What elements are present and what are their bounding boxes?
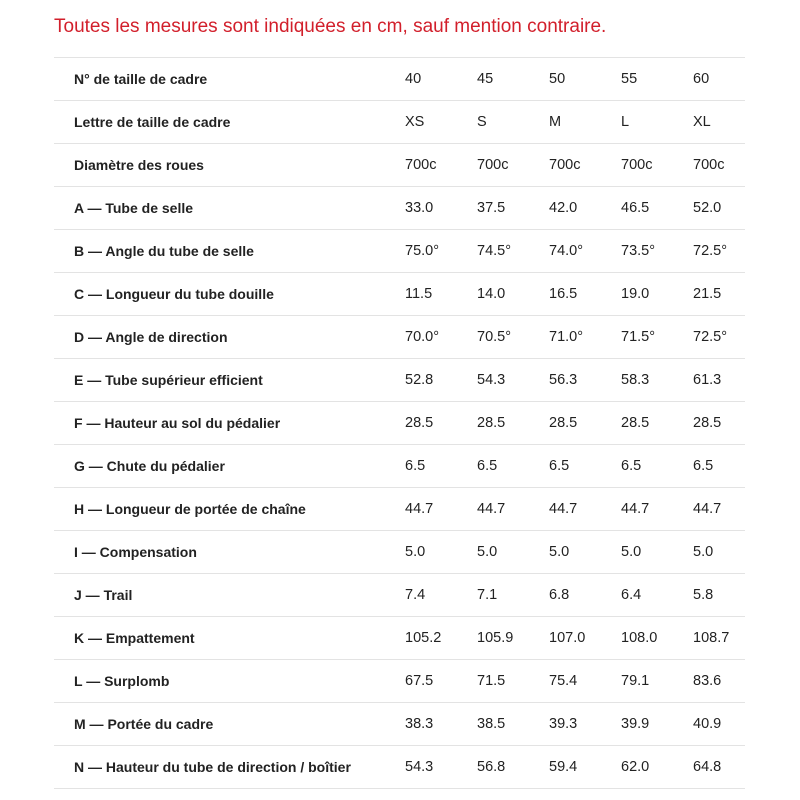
row-label: I — Compensation (54, 531, 405, 574)
row-label: C — Longueur du tube douille (54, 273, 405, 316)
table-cell: 61.3 (693, 359, 745, 402)
table-cell: 70.0° (405, 316, 477, 359)
row-label: F — Hauteur au sol du pédalier (54, 402, 405, 445)
table-cell: 46.5 (621, 187, 693, 230)
row-label: K — Empattement (54, 617, 405, 660)
table-cell: 105.2 (405, 617, 477, 660)
table-row (54, 746, 745, 789)
table-row (54, 187, 745, 230)
table-cell: 71.5 (477, 660, 549, 703)
table-cell: 71.0° (549, 316, 621, 359)
table-cell: 28.5 (549, 402, 621, 445)
table-cell: 70.5° (477, 316, 549, 359)
table-cell: 44.7 (477, 488, 549, 531)
table-cell: 79.1 (621, 660, 693, 703)
table-row (54, 703, 745, 746)
table-cell: 64.8 (693, 746, 745, 789)
table-cell: 5.0 (549, 531, 621, 574)
table-cell: 5.0 (693, 531, 745, 574)
table-cell: XL (693, 101, 745, 144)
table-row (54, 531, 745, 574)
table-cell: 39.3 (549, 703, 621, 746)
table-cell: 40 (405, 58, 477, 101)
table-cell: 54.3 (405, 746, 477, 789)
table-cell: 62.0 (621, 746, 693, 789)
table-cell: 56.3 (549, 359, 621, 402)
table-cell: 50 (549, 58, 621, 101)
table-cell: 75.4 (549, 660, 621, 703)
table-cell: 700c (405, 144, 477, 187)
table-cell: 5.0 (405, 531, 477, 574)
table-cell: 59.4 (549, 746, 621, 789)
table-cell: 60 (693, 58, 745, 101)
table-cell: 7.1 (477, 574, 549, 617)
table-cell: 7.4 (405, 574, 477, 617)
table-row (54, 144, 745, 187)
table-cell: M (549, 101, 621, 144)
table-cell: XS (405, 101, 477, 144)
row-label: L — Surplomb (54, 660, 405, 703)
row-label: Diamètre des roues (54, 144, 405, 187)
table-cell: 52.0 (693, 187, 745, 230)
row-label: H — Longueur de portée de chaîne (54, 488, 405, 531)
table-row (54, 58, 745, 101)
table-row (54, 402, 745, 445)
page-heading: Toutes les mesures sont indiquées en cm, sauf mention contraire. (54, 16, 607, 37)
table-row (54, 230, 745, 273)
table-cell: 73.5° (621, 230, 693, 273)
table-cell: 6.5 (405, 445, 477, 488)
table-cell: 58.3 (621, 359, 693, 402)
table-row (54, 101, 745, 144)
table-cell: 21.5 (693, 273, 745, 316)
table-cell: 108.7 (693, 617, 745, 660)
table-cell: 14.0 (477, 273, 549, 316)
table-row (54, 488, 745, 531)
table-cell: L (621, 101, 693, 144)
table-row (54, 660, 745, 703)
row-label: N — Hauteur du tube de direction / boîtier (54, 746, 405, 789)
table-cell: 700c (621, 144, 693, 187)
table-cell: 28.5 (621, 402, 693, 445)
table-cell: 75.0° (405, 230, 477, 273)
table-cell: 28.5 (693, 402, 745, 445)
table-cell: 39.9 (621, 703, 693, 746)
row-label: M — Portée du cadre (54, 703, 405, 746)
table-cell: 107.0 (549, 617, 621, 660)
table-cell: 6.8 (549, 574, 621, 617)
row-label: Lettre de taille de cadre (54, 101, 405, 144)
table-cell: 71.5° (621, 316, 693, 359)
geometry-table (54, 57, 745, 789)
table-cell: 6.5 (621, 445, 693, 488)
table-cell: 16.5 (549, 273, 621, 316)
table-cell: 6.4 (621, 574, 693, 617)
table-cell: 105.9 (477, 617, 549, 660)
table-cell: 56.8 (477, 746, 549, 789)
table-cell: 5.0 (477, 531, 549, 574)
table-cell: 5.8 (693, 574, 745, 617)
table-cell: 38.5 (477, 703, 549, 746)
table-cell: 28.5 (477, 402, 549, 445)
table-cell: 6.5 (477, 445, 549, 488)
table-cell: 700c (477, 144, 549, 187)
table-cell: 6.5 (549, 445, 621, 488)
row-label: A — Tube de selle (54, 187, 405, 230)
table-cell: 54.3 (477, 359, 549, 402)
table-row (54, 617, 745, 660)
table-row (54, 445, 745, 488)
table-cell: 44.7 (693, 488, 745, 531)
row-label: G — Chute du pédalier (54, 445, 405, 488)
row-label: J — Trail (54, 574, 405, 617)
table-cell: 44.7 (405, 488, 477, 531)
geometry-table-body (54, 58, 745, 789)
row-label: B — Angle du tube de selle (54, 230, 405, 273)
table-cell: 40.9 (693, 703, 745, 746)
table-cell: 700c (549, 144, 621, 187)
table-cell: 38.3 (405, 703, 477, 746)
table-cell: 6.5 (693, 445, 745, 488)
table-cell: 700c (693, 144, 745, 187)
table-cell: S (477, 101, 549, 144)
table-cell: 52.8 (405, 359, 477, 402)
table-cell: 72.5° (693, 230, 745, 273)
table-cell: 55 (621, 58, 693, 101)
table-cell: 45 (477, 58, 549, 101)
table-cell: 44.7 (549, 488, 621, 531)
row-label: E — Tube supérieur efficient (54, 359, 405, 402)
table-row (54, 316, 745, 359)
table-cell: 37.5 (477, 187, 549, 230)
table-row (54, 273, 745, 316)
table-cell: 108.0 (621, 617, 693, 660)
table-cell: 83.6 (693, 660, 745, 703)
table-row (54, 574, 745, 617)
table-cell: 67.5 (405, 660, 477, 703)
table-cell: 74.5° (477, 230, 549, 273)
table-cell: 5.0 (621, 531, 693, 574)
table-cell: 19.0 (621, 273, 693, 316)
table-cell: 44.7 (621, 488, 693, 531)
table-cell: 74.0° (549, 230, 621, 273)
table-cell: 33.0 (405, 187, 477, 230)
table-row (54, 359, 745, 402)
table-cell: 42.0 (549, 187, 621, 230)
table-cell: 72.5° (693, 316, 745, 359)
row-label: N° de taille de cadre (54, 58, 405, 101)
row-label: D — Angle de direction (54, 316, 405, 359)
table-cell: 11.5 (405, 273, 477, 316)
table-cell: 28.5 (405, 402, 477, 445)
